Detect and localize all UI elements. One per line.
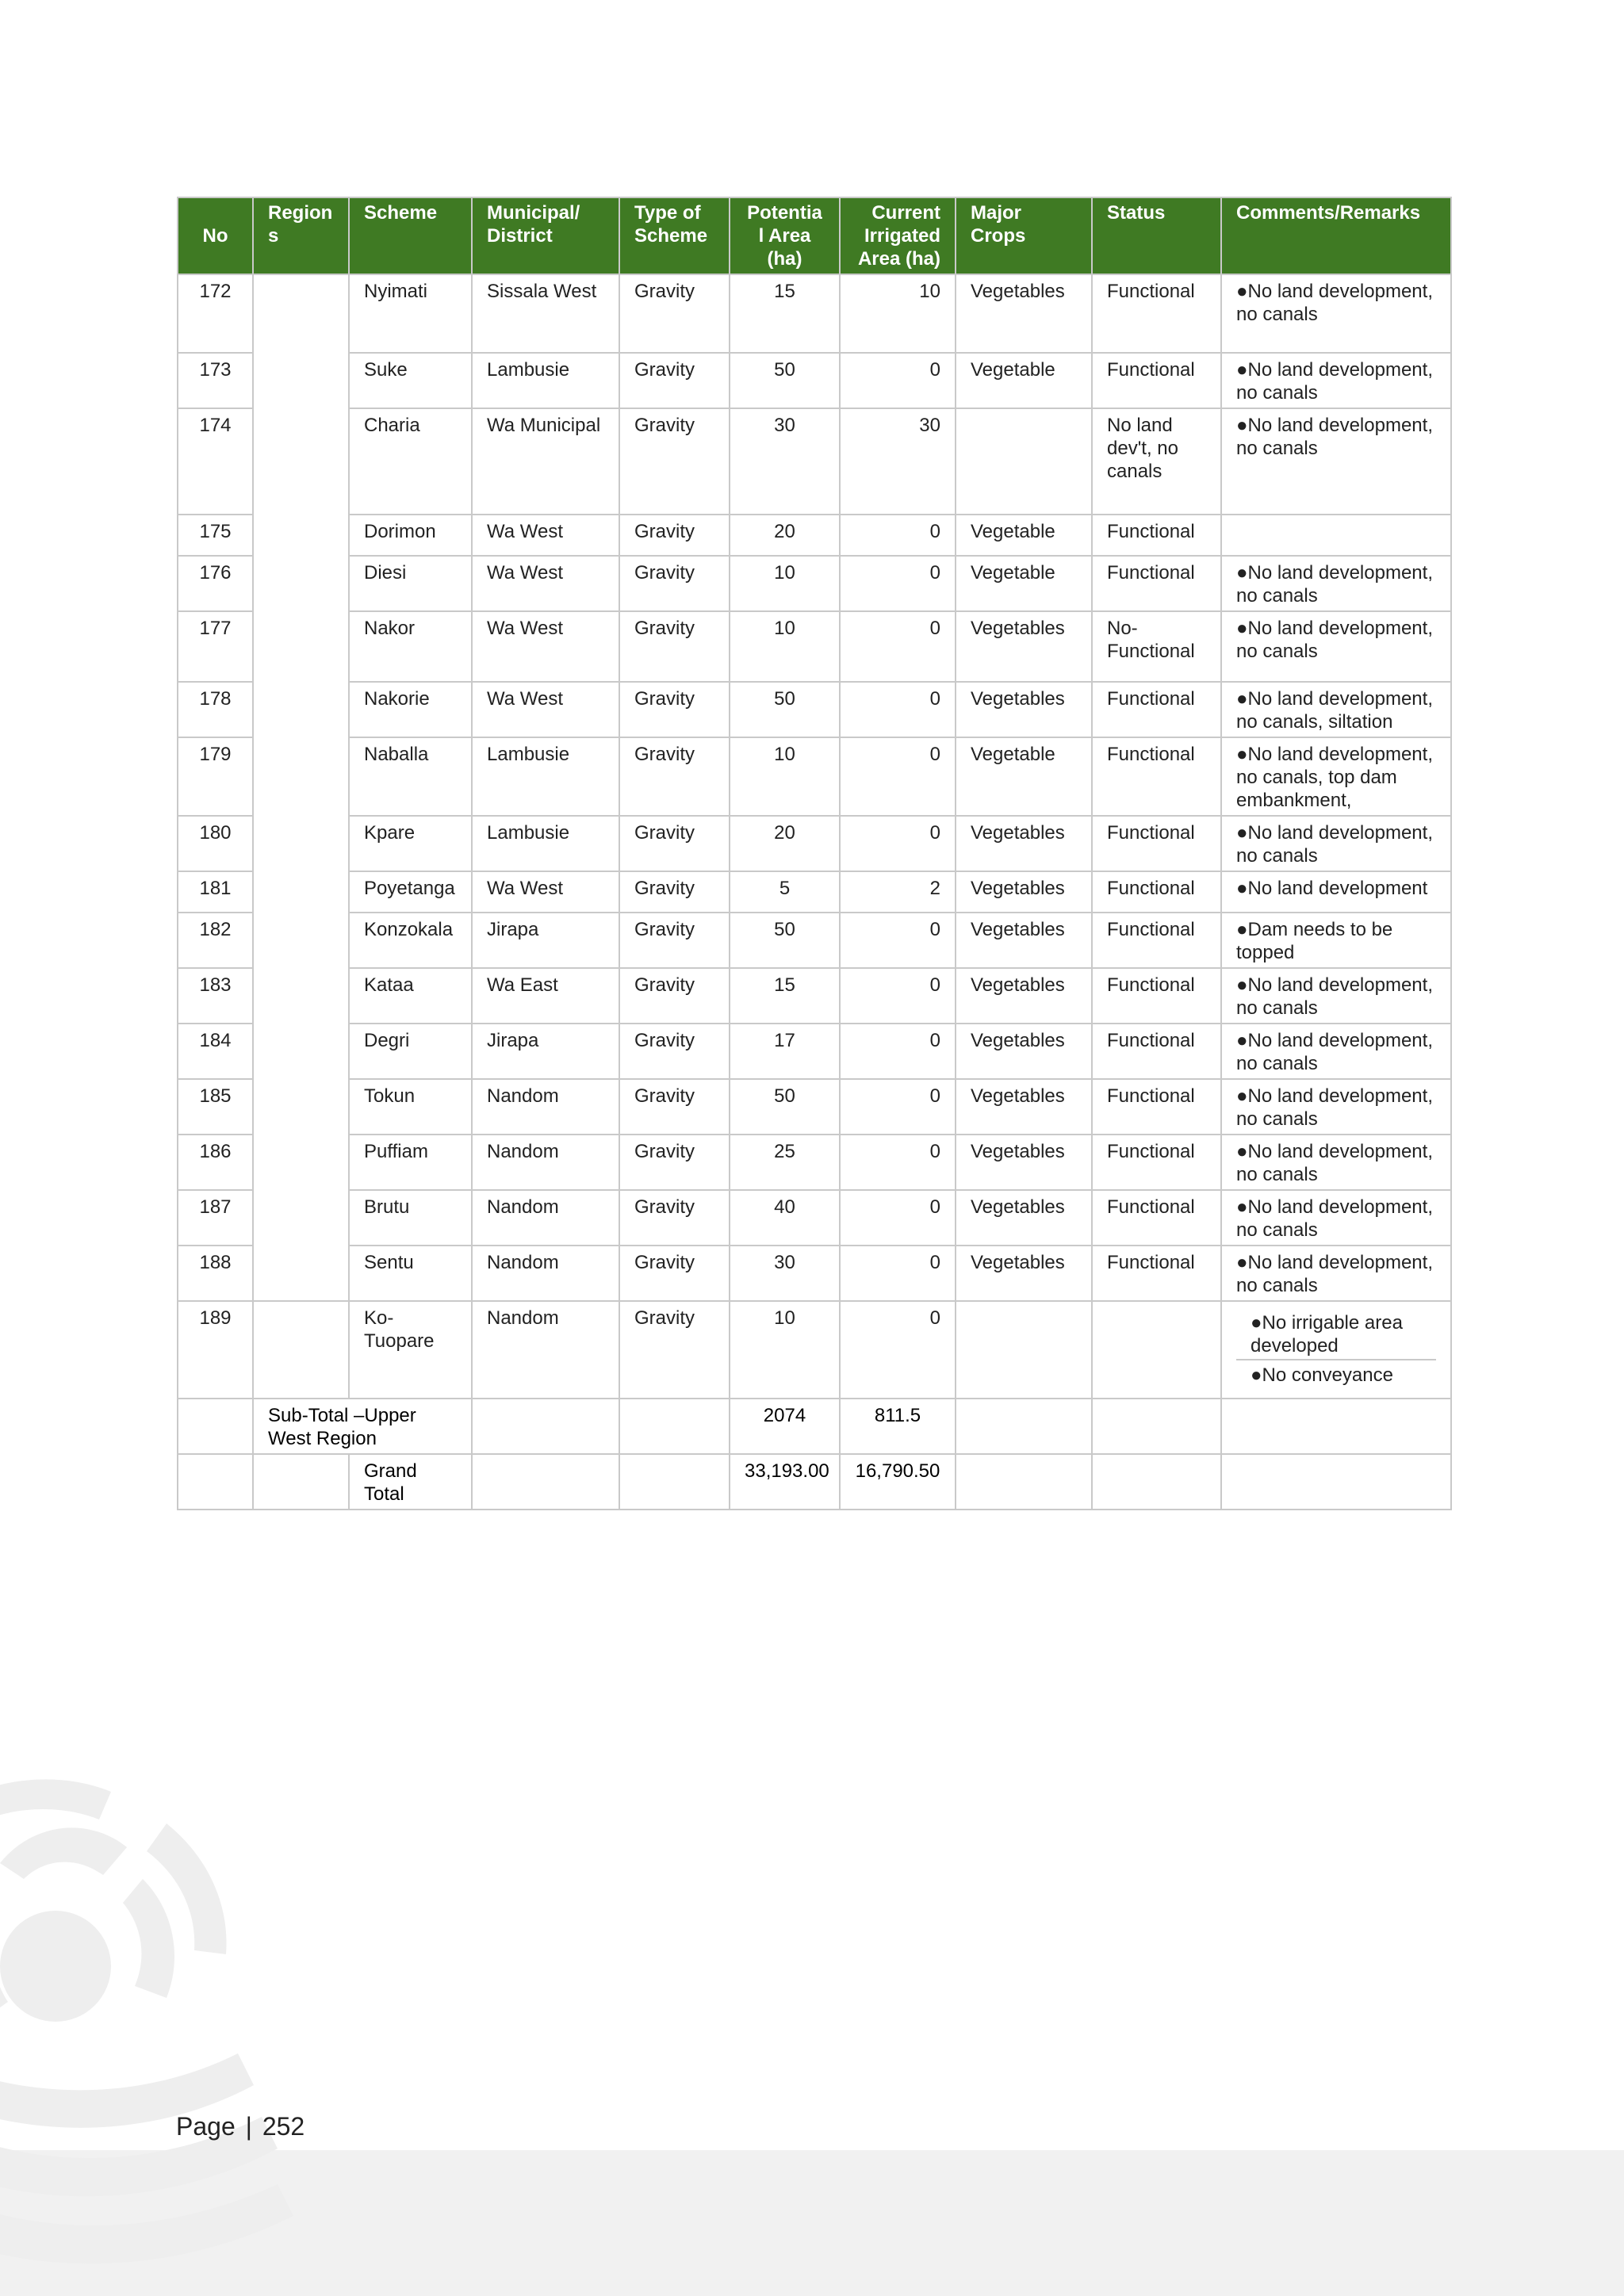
cell-scheme: Puffiam [349, 1135, 472, 1190]
watermark-emblem [0, 1728, 317, 2296]
cell-current: 0 [840, 682, 956, 737]
cell-comments [1221, 1301, 1451, 1399]
page-label: Page [176, 2112, 236, 2141]
cell-status: Functional [1092, 682, 1221, 737]
table-row [178, 1190, 1451, 1246]
cell-no: 174 [178, 408, 253, 515]
cell-scheme: Nyimati [349, 274, 472, 353]
cell-potential: 10 [730, 556, 840, 611]
cell-comments: ●No land development, no canals [1221, 816, 1451, 871]
cell-crops: Vegetables [956, 1190, 1092, 1246]
cell-scheme: Degri [349, 1024, 472, 1079]
cell-no: 184 [178, 1024, 253, 1079]
cell-type: Gravity [619, 682, 730, 737]
table-row [178, 737, 1451, 816]
cell-scheme: Nakorie [349, 682, 472, 737]
cell-status: Functional [1092, 274, 1221, 353]
cell-comments: ●No land development, no canals [1221, 1024, 1451, 1079]
cell-no: 188 [178, 1246, 253, 1301]
cell-crops: Vegetables [956, 968, 1092, 1024]
cell-current: 30 [840, 408, 956, 515]
cell-district: Wa West [472, 556, 619, 611]
cell-district: Lambusie [472, 353, 619, 408]
cell-status: Functional [1092, 1246, 1221, 1301]
cell-status: Functional [1092, 913, 1221, 968]
cell-no: 185 [178, 1079, 253, 1135]
cell-type [619, 1454, 730, 1510]
page-separator: | [245, 2112, 252, 2141]
cell-crops: Vegetables [956, 816, 1092, 871]
cell-current: 10 [840, 274, 956, 353]
cell-scheme: Nakor [349, 611, 472, 682]
cell-type: Gravity [619, 274, 730, 353]
cell-current: 0 [840, 968, 956, 1024]
cell-district: Jirapa [472, 913, 619, 968]
cell-comments: ●No land development, no canals, siltation [1221, 682, 1451, 737]
cell-crops: Vegetables [956, 611, 1092, 682]
cell-crops [956, 1399, 1092, 1454]
cell-district: Wa West [472, 871, 619, 913]
cell-type: Gravity [619, 1246, 730, 1301]
cell-region [253, 1301, 349, 1399]
cell-status: Functional [1092, 1190, 1221, 1246]
table-body [178, 274, 1451, 1510]
comment-line: ●No conveyance [1251, 1364, 1393, 1386]
cell-comments [1221, 1399, 1451, 1454]
cell-no: 179 [178, 737, 253, 816]
cell-current: 0 [840, 1190, 956, 1246]
cell-region [253, 274, 349, 1301]
cell-potential: 5 [730, 871, 840, 913]
cell-district: Nandom [472, 1301, 619, 1399]
cell-status: Functional [1092, 816, 1221, 871]
table-row [178, 1246, 1451, 1301]
subtotal-row [178, 1399, 1451, 1454]
cell-status: No-Functional [1092, 611, 1221, 682]
cell-crops: Vegetables [956, 1135, 1092, 1190]
cell-no: 173 [178, 353, 253, 408]
cell-district: Wa Municipal [472, 408, 619, 515]
cell-potential: 50 [730, 1079, 840, 1135]
cell-district: Jirapa [472, 1024, 619, 1079]
cell-comments: ●No land development, no canals [1221, 968, 1451, 1024]
header-major-crops: Major Crops [956, 197, 1092, 274]
cell-comments: ●No land development, no canals, top dam embankment, [1221, 737, 1451, 816]
cell-scheme: Brutu [349, 1190, 472, 1246]
cell-status: Functional [1092, 1135, 1221, 1190]
cell-crops: Vegetable [956, 515, 1092, 556]
page-footer [176, 2112, 304, 2141]
cell-no: 183 [178, 968, 253, 1024]
cell-status: Functional [1092, 737, 1221, 816]
cell-comments: ●No land development, no canals [1221, 1079, 1451, 1135]
table-row-189 [178, 1301, 1451, 1399]
cell-scheme: Kpare [349, 816, 472, 871]
cell-comments: ●No land development, no canals [1221, 353, 1451, 408]
cell-potential: 15 [730, 274, 840, 353]
cell-type: Gravity [619, 408, 730, 515]
cell-current: 0 [840, 1079, 956, 1135]
cell-current: 0 [840, 353, 956, 408]
grand-total-potential: 33,193.00 [730, 1454, 840, 1510]
cell-scheme: Tokun [349, 1079, 472, 1135]
cell-current: 0 [840, 515, 956, 556]
cell-type: Gravity [619, 556, 730, 611]
header-region: Region s [253, 197, 349, 274]
cell-no: 187 [178, 1190, 253, 1246]
cell-comments: ●No land development, no canals [1221, 274, 1451, 353]
page-number: 252 [262, 2112, 305, 2141]
cell-scheme: Sentu [349, 1246, 472, 1301]
cell-no: 180 [178, 816, 253, 871]
cell-comments [1221, 515, 1451, 556]
cell-potential: 10 [730, 611, 840, 682]
table-row [178, 611, 1451, 682]
header-potential-area: Potentia l Area (ha) [730, 197, 840, 274]
cell-district: Sissala West [472, 274, 619, 353]
cell-type: Gravity [619, 1301, 730, 1399]
table-row [178, 515, 1451, 556]
cell-type: Gravity [619, 611, 730, 682]
cell-status: Functional [1092, 1079, 1221, 1135]
cell-type: Gravity [619, 913, 730, 968]
table-row [178, 353, 1451, 408]
cell-no: 178 [178, 682, 253, 737]
cell-district: Wa West [472, 682, 619, 737]
cell-region [253, 1454, 349, 1510]
comment-line: ●No irrigable area developed [1236, 1307, 1436, 1360]
header-district: Municipal/ District [472, 197, 619, 274]
cell-district: Nandom [472, 1135, 619, 1190]
cell-status: Functional [1092, 968, 1221, 1024]
cell-status: Functional [1092, 556, 1221, 611]
cell-status: Functional [1092, 871, 1221, 913]
cell-current: 0 [840, 816, 956, 871]
cell-type: Gravity [619, 1024, 730, 1079]
cell-no: 172 [178, 274, 253, 353]
cell-district: Wa West [472, 611, 619, 682]
cell-district: Nandom [472, 1246, 619, 1301]
cell-scheme: Dorimon [349, 515, 472, 556]
cell-comments: ●No land development, no canals [1221, 1135, 1451, 1190]
cell-current: 0 [840, 913, 956, 968]
cell-no: 177 [178, 611, 253, 682]
cell-scheme: Poyetanga [349, 871, 472, 913]
cell-current: 0 [840, 1024, 956, 1079]
cell-comments: ●No land development, no canals [1221, 611, 1451, 682]
table-row [178, 408, 1451, 515]
cell-district: Lambusie [472, 737, 619, 816]
cell-comments: ●No land development, no canals [1221, 1190, 1451, 1246]
cell-crops: Vegetables [956, 913, 1092, 968]
cell-potential: 17 [730, 1024, 840, 1079]
cell-district: Wa East [472, 968, 619, 1024]
cell-potential: 20 [730, 816, 840, 871]
cell-crops [956, 1454, 1092, 1510]
cell-district [472, 1399, 619, 1454]
cell-status: Functional [1092, 353, 1221, 408]
cell-scheme: Charia [349, 408, 472, 515]
grand-total-row [178, 1454, 1451, 1510]
cell-no [178, 1399, 253, 1454]
cell-scheme: Ko-Tuopare [349, 1301, 472, 1399]
cell-status [1092, 1454, 1221, 1510]
header-scheme: Scheme [349, 197, 472, 274]
cell-current: 2 [840, 871, 956, 913]
cell-potential: 50 [730, 682, 840, 737]
cell-no: 182 [178, 913, 253, 968]
cell-type: Gravity [619, 353, 730, 408]
table-header-row [178, 197, 1451, 274]
subtotal-current: 811.5 [840, 1399, 956, 1454]
cell-comments: ●No land development, no canals [1221, 556, 1451, 611]
cell-potential: 10 [730, 737, 840, 816]
table-row [178, 871, 1451, 913]
cell-no: 176 [178, 556, 253, 611]
cell-potential: 40 [730, 1190, 840, 1246]
cell-type: Gravity [619, 1190, 730, 1246]
schemes-table [177, 197, 1452, 1510]
cell-current: 0 [840, 1301, 956, 1399]
table-row [178, 968, 1451, 1024]
cell-comments: ●Dam needs to be topped [1221, 913, 1451, 968]
cell-status: Functional [1092, 515, 1221, 556]
cell-comments [1221, 1454, 1451, 1510]
cell-type: Gravity [619, 515, 730, 556]
cell-scheme: Suke [349, 353, 472, 408]
cell-crops [956, 1301, 1092, 1399]
cell-current: 0 [840, 1135, 956, 1190]
cell-status: No land dev't, no canals [1092, 408, 1221, 515]
cell-no: 175 [178, 515, 253, 556]
cell-crops: Vegetables [956, 1079, 1092, 1135]
table-row [178, 1024, 1451, 1079]
cell-current: 0 [840, 1246, 956, 1301]
cell-scheme: Konzokala [349, 913, 472, 968]
cell-district: Wa West [472, 515, 619, 556]
cell-district: Nandom [472, 1079, 619, 1135]
cell-no: 186 [178, 1135, 253, 1190]
cell-type: Gravity [619, 816, 730, 871]
cell-type: Gravity [619, 1135, 730, 1190]
cell-potential: 20 [730, 515, 840, 556]
cell-potential: 30 [730, 408, 840, 515]
cell-status [1092, 1399, 1221, 1454]
cell-crops: Vegetables [956, 682, 1092, 737]
cell-no [178, 1454, 253, 1510]
cell-type: Gravity [619, 737, 730, 816]
cell-type: Gravity [619, 968, 730, 1024]
cell-scheme: Naballa [349, 737, 472, 816]
cell-potential: 15 [730, 968, 840, 1024]
cell-comments: ●No land development, no canals [1221, 408, 1451, 515]
cell-comments: ●No land development [1221, 871, 1451, 913]
cell-crops: Vegetable [956, 737, 1092, 816]
cell-scheme: Kataa [349, 968, 472, 1024]
cell-no: 181 [178, 871, 253, 913]
table-row [178, 1079, 1451, 1135]
subtotal-label: Sub-Total –Upper West Region [253, 1399, 472, 1454]
table-row [178, 556, 1451, 611]
cell-comments: ●No land development, no canals [1221, 1246, 1451, 1301]
header-no: No [178, 197, 253, 274]
table-row [178, 682, 1451, 737]
cell-no: 189 [178, 1301, 253, 1399]
header-type: Type of Scheme [619, 197, 730, 274]
cell-potential: 50 [730, 353, 840, 408]
cell-potential: 30 [730, 1246, 840, 1301]
cell-district: Nandom [472, 1190, 619, 1246]
cell-crops: Vegetables [956, 871, 1092, 913]
cell-crops: Vegetable [956, 556, 1092, 611]
cell-scheme: Diesi [349, 556, 472, 611]
cell-crops: Vegetables [956, 1246, 1092, 1301]
cell-district [472, 1454, 619, 1510]
header-status: Status [1092, 197, 1221, 274]
header-current-area: Current Irrigated Area (ha) [840, 197, 956, 274]
cell-type [619, 1399, 730, 1454]
table-row [178, 816, 1451, 871]
cell-potential: 25 [730, 1135, 840, 1190]
grand-total-label: Grand Total [349, 1454, 472, 1510]
cell-type: Gravity [619, 871, 730, 913]
cell-crops: Vegetables [956, 1024, 1092, 1079]
cell-current: 0 [840, 737, 956, 816]
subtotal-potential: 2074 [730, 1399, 840, 1454]
cell-crops [956, 408, 1092, 515]
table-row [178, 274, 1451, 353]
cell-current: 0 [840, 556, 956, 611]
cell-crops: Vegetables [956, 274, 1092, 353]
table-row [178, 913, 1451, 968]
table-row [178, 1135, 1451, 1190]
header-comments: Comments/Remarks [1221, 197, 1451, 274]
cell-district: Lambusie [472, 816, 619, 871]
grand-total-current: 16,790.50 [840, 1454, 956, 1510]
cell-type: Gravity [619, 1079, 730, 1135]
cell-status [1092, 1301, 1221, 1399]
cell-crops: Vegetable [956, 353, 1092, 408]
cell-current: 0 [840, 611, 956, 682]
cell-potential: 50 [730, 913, 840, 968]
cell-potential: 10 [730, 1301, 840, 1399]
cell-status: Functional [1092, 1024, 1221, 1079]
